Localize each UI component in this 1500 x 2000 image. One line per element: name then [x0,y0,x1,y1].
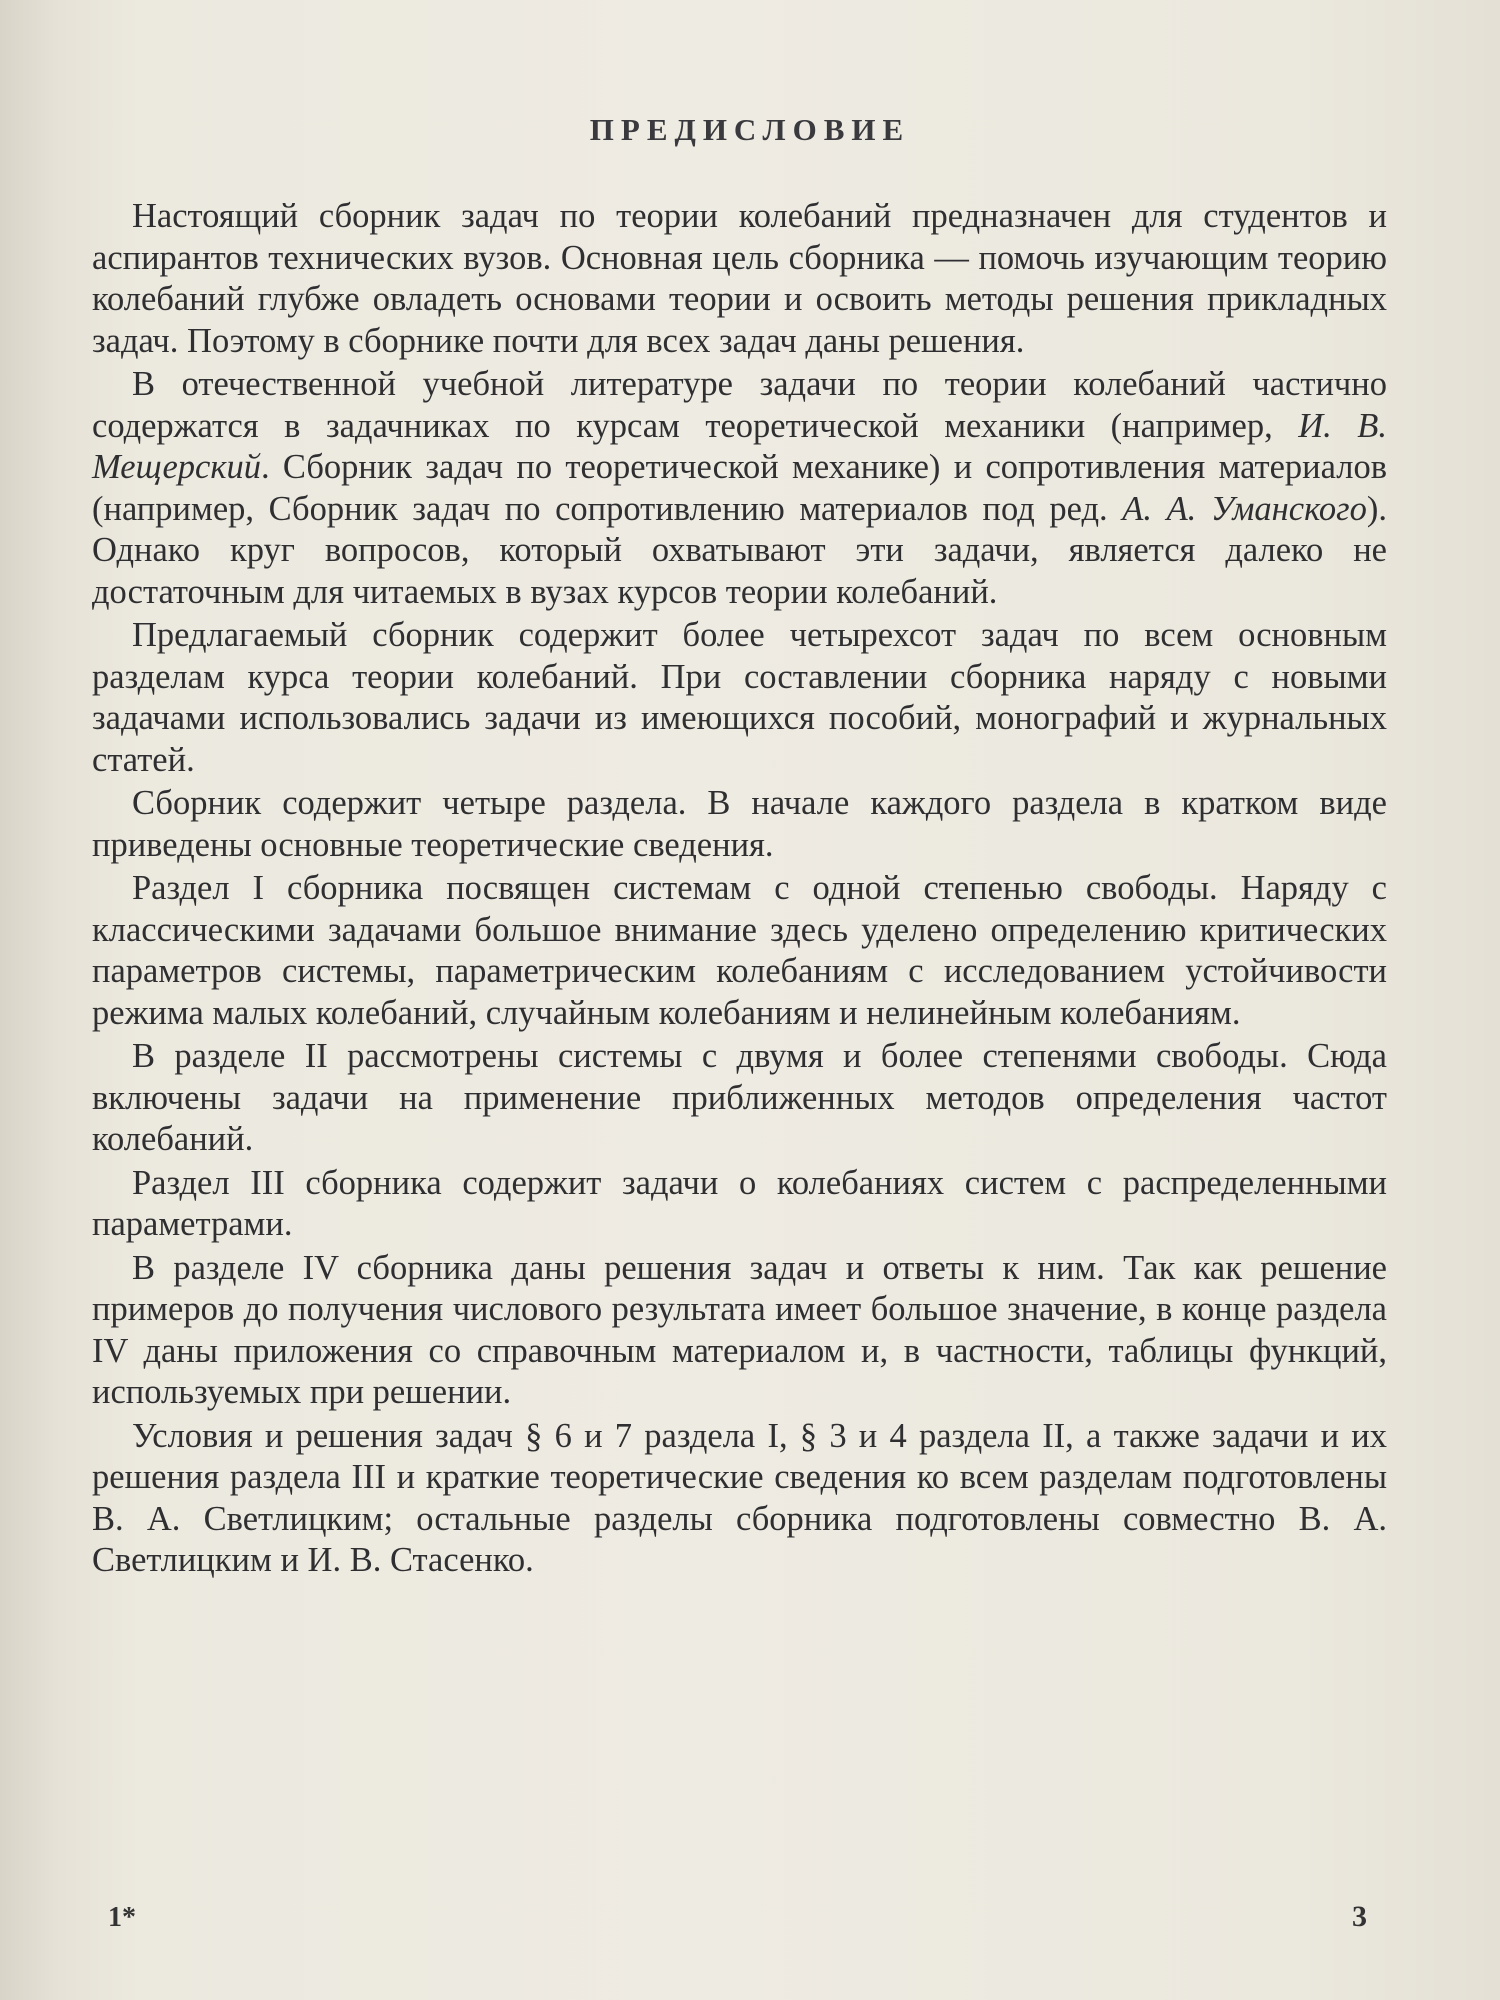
paragraph-section-3: Раздел III сборника содержит задачи о колебаниях систем с распределенными параметрами. [92,1163,1387,1243]
signature-mark: 1* [108,1902,136,1933]
page-title: ПРЕДИСЛОВИЕ [589,112,911,147]
page-number: 3 [1352,1900,1367,1933]
author-umanskiy: А. А. Уманского [1122,489,1367,528]
paragraph-contents-count: Предлагаемый сборник содержит более четырехсот задач по всем основным разделам курса теории колебаний. При составлении сборника наряду с новыми задачами использовались задачи из имеющихся пособий, монографий и журнальных статей. [92,616,1387,779]
paragraph-section-1: Раздел I сборника посвящен системам с одной степенью свободы. Наряду с классическими задачами большое внимание здесь уделено определению критических параметров системы, параметрическим колебаниям с исследованием устойчивости режима малых колебаний, случайным колебаниям и нелинейным колебаниям. [92,869,1387,1032]
preface-body [92,196,1387,1584]
paragraph-authors: Условия и решения задач § 6 и 7 раздела I, § 3 и 4 раздела II, а также задачи и их решения раздела III и краткие теоретические сведения ко всем разделам подготовлены В. А. Светлицким; остальные разделы сборника подготовлены совместно В. А. Светлицким и И. В. Стасенко. [92,1416,1387,1579]
author-mescherskiy: И. В. Мещерский [92,406,1387,486]
paragraph-structure: Сборник содержит четыре раздела. В начале каждого раздела в кратком виде приведены основные теоретические сведения. [92,784,1387,864]
paragraph-literature-part-c: ). Однако круг вопросов, который охватывают эти задачи, является далеко не достаточным для читаемых в вузах курсов теории колебаний. [92,489,1387,611]
paragraph-literature [92,364,1387,613]
paragraph-section-4: В разделе IV сборника даны решения задач и ответы к ним. Так как решение примеров до получения числового результата имеет большое значение, в конце раздела IV даны приложения со справочным материалом и, в частности, таблицы функций, используемых при решении. [92,1248,1387,1411]
paragraph-literature-part-b: . Сборник задач по теоретической механике) и сопротивления материалов (например, Сборник задач по сопротивлению материалов под ред. [92,448,1387,528]
paragraph-literature-part-a: В отечественной учебной литературе задачи по теории колебаний частично содержатся в задачниках по курсам теоретической механики (например, [92,365,1387,445]
paragraph-section-2: В разделе II рассмотрены системы с двумя и более степенями свободы. Сюда включены задачи на применение приближенных методов определения частот колебаний. [92,1037,1387,1158]
paragraph-purpose: Настоящий сборник задач по теории колебаний предназначен для студентов и аспирантов технических вузов. Основная цель сборника — помочь изучающим теорию колебаний глубже овладеть основами теории и освоить методы решения прикладных задач. Поэтому в сборнике почти для всех задач даны решения. [92,197,1387,360]
